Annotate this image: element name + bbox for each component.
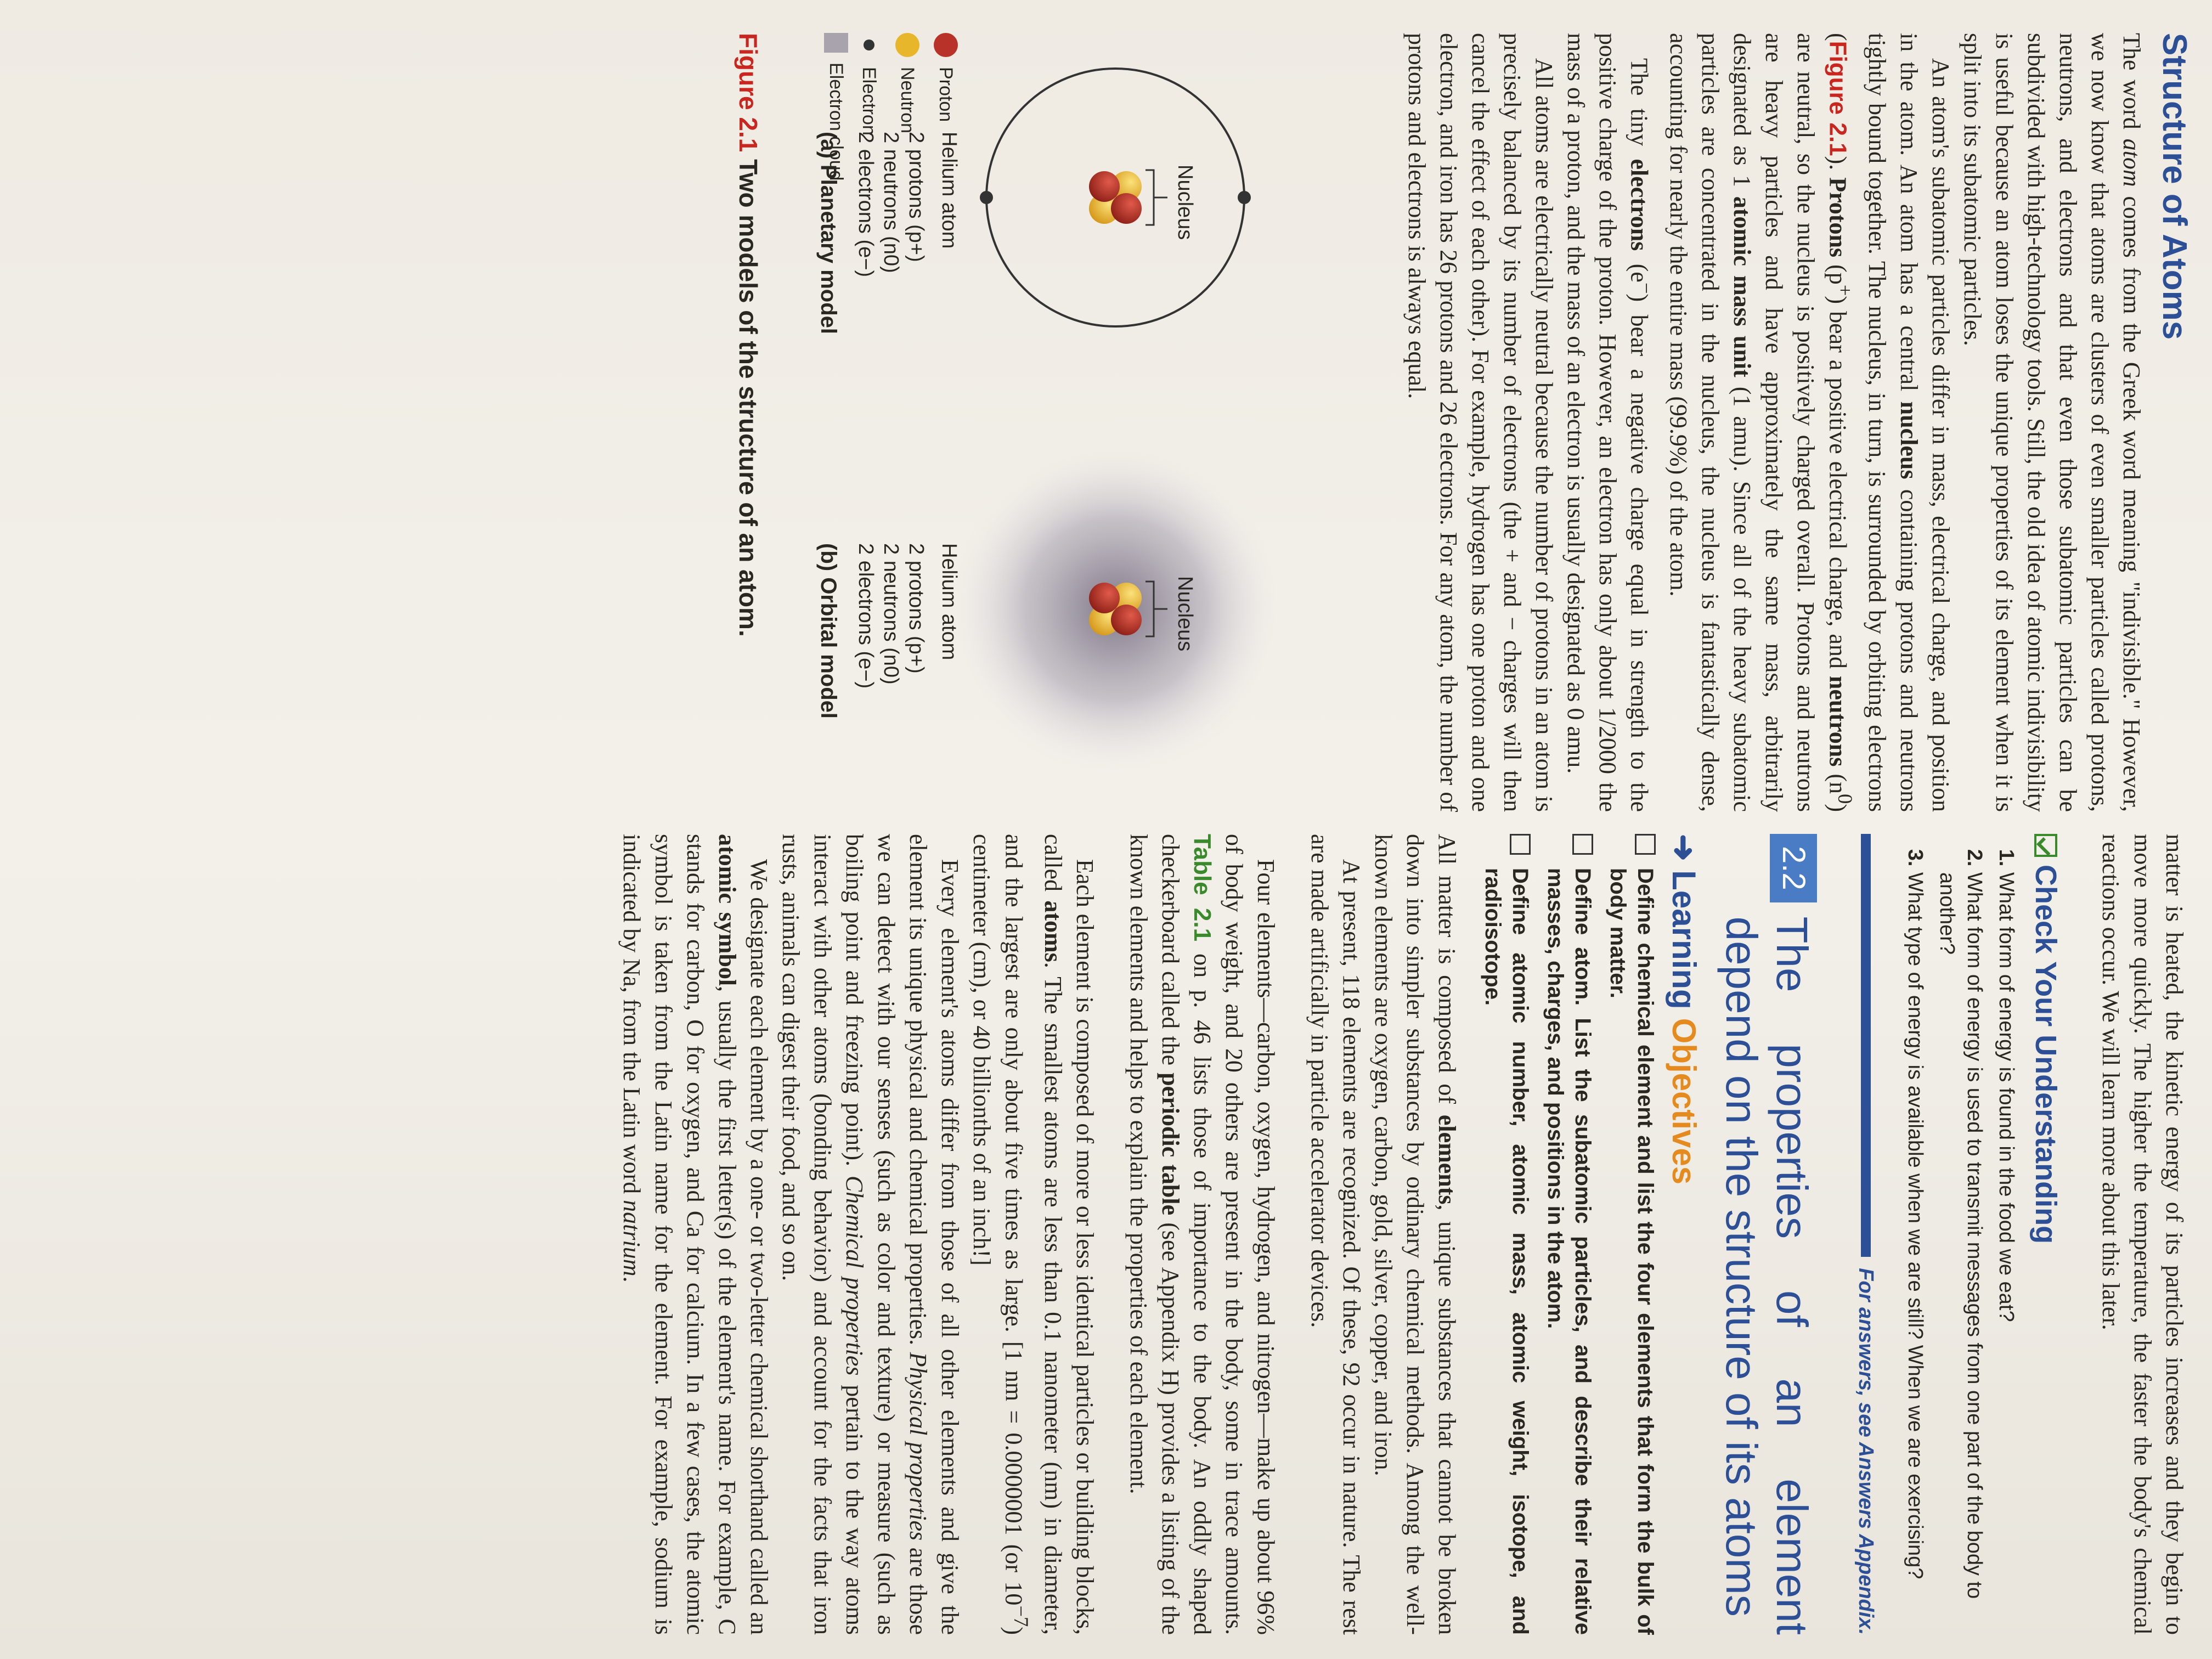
atom-name: Helium atom (937, 543, 961, 661)
nucleus-label: Nucleus (1173, 576, 1197, 652)
question-item: 1. What form of energy is found in the food we eat? (1993, 872, 2020, 1635)
legend-proton: Proton (930, 33, 962, 122)
body-paragraph: The word atom comes from the Greek word meaning "indivisible." However, we now know that atoms are clusters of even smaller particles called protons, neutrons, and electrons and that even those subatomic particles can be subdivided with high-technology tools. Still, the old idea of atomic indivisibility is useful because an atom loses the unique properties of its element when it is split into its subatomic particles. (1959, 33, 2145, 812)
objective-item (1604, 834, 1659, 1635)
proton-particle (1089, 171, 1120, 202)
objective-text: Define chemical element and list the four elements that form the bulk of body matter. (1606, 868, 1657, 1635)
section-heading (1716, 834, 1817, 1635)
particle-count-list: 2 protons (p+) 2 neutrons (n0) 2 electrons (e−) (854, 543, 928, 689)
intro-paragraph: matter is heated, the kinetic energy of its particles increases and they begin to move more quickly. The higher the temperature, the faster the body's chemical reactions occur. We will learn more about this later. (2097, 834, 2188, 1635)
electron-cloud (951, 444, 1280, 774)
proton-particle (1089, 583, 1120, 613)
section-title: The properties of an element depend on the structure of its atoms (1717, 916, 1816, 1635)
table-reference: Table 2.1 (1189, 834, 1216, 942)
electron-swatch (864, 40, 874, 50)
body-paragraph: Four elements—carbon, oxygen, hydrogen, and nitrogen—make up about 96% of body weight, and 20 others are present in the body, some in trace amounts. Table 2.1 on p. 46 lists those of importance to the body. An oddly shaped checkerboard called the periodic table (see Appendix H) provides a listing of the known elements and helps to explain the properties of each element. (1125, 834, 1279, 1635)
left-column (616, 834, 2190, 1635)
body-paragraph: All matter is composed of elements, unique substances that cannot be broken down into simpler substances by ordinary chemical methods. Among the well-known elements are oxygen, carbon, gold, silver, copper, and iron. (1370, 834, 1460, 1635)
question-item: 2. What form of energy is used to transmit messages from one part of the body to another? (1933, 872, 1988, 1635)
checkbox-icon (2034, 834, 2057, 857)
checkbox-icon (1510, 834, 1531, 855)
nucleus-bracket (1146, 170, 1167, 225)
figure-reference: Figure 2.1 (1824, 41, 1852, 156)
orbital-model (951, 444, 1280, 774)
cloud-swatch (824, 33, 848, 53)
proton-particle (1111, 193, 1142, 224)
nucleus-label: Nucleus (1173, 165, 1197, 240)
particle-count-list: 2 protons (p+) 2 neutrons (n0) 2 electrons (e−) (854, 132, 928, 278)
check-understanding-label: Check Your Understanding (2029, 865, 2062, 1244)
learning-word: Learning (1666, 870, 1702, 1009)
objective-item (1479, 834, 1534, 1635)
body-paragraph: At present, 118 elements are recognized. Of these, 92 occur in nature. The rest are made artificially in particle accelerator devices. (1306, 834, 1365, 1635)
check-understanding-title (2030, 834, 2062, 1635)
legend-electron: Electron (853, 33, 885, 136)
electron-particle (980, 191, 993, 204)
legend-neutron: Neutron (891, 33, 923, 133)
checkbox-icon (1635, 834, 1656, 855)
answers-note: For answers, see Answers Appendix. (1854, 1268, 1877, 1635)
question-item: 3. What type of energy is available when we are still? When we are exercising? (1901, 872, 1929, 1635)
body-paragraph: An atom's subatomic particles differ in mass, electrical charge, and position in the atom. An atom has a central nucleus containing protons and neutrons tightly bound together. The nucleus, in turn, is surrounded by orbiting electrons (Figure 2.1). Protons (p+) bear a positive electrical charge, and neutrons $(n^0)$ are neutral, so the nucleus is positively charged overall. Protons and neutrons are heavy particles and have approximately the same mass, arbitrarily designated as 1 atomic mass unit (1 amu). Since all of the heavy subatomic particles are concentrated in the nucleus, the nucleus is fantastically dense, accounting for nearly the entire mass (99.9%) of the atom. (1665, 33, 1954, 812)
planetary-model-label: (a) Planetary model (816, 132, 840, 335)
proton-swatch (934, 33, 958, 57)
electron-orbit (986, 69, 1244, 326)
body-paragraph: All atoms are electrically neutral because the number of protons in an atom is precisely balanced by its number of electrons (the + and − charges will then cancel the effect of each other). For example, hydrogen has one proton and one electron, and iron has 26 protons and 26 electrons. For any atom, the number of protons and electrons is always equal. (1403, 33, 1558, 812)
objectives-word: Objectives (1666, 1018, 1702, 1185)
section-number: 2.2 (1770, 834, 1817, 902)
checkbox-icon (1572, 834, 1593, 855)
body-paragraph: The tiny electrons (e−) bear a negative charge equal in strength to the positive charge of the proton. However, an electron has only about 1/2000 the mass of a proton, and the mass of an electron is usually designated as 0 amu. (1562, 33, 1658, 812)
right-column (731, 33, 2193, 812)
electron-particle (1238, 191, 1251, 204)
proton-particle (1111, 605, 1142, 635)
body-paragraph: Each element is composed of more or less identical particles or building blocks, called atoms. The smallest atoms are less than 0.1 nanometer (nm) in diameter, and the largest are only about five times as large. [1 nm = 0.0000001 (or $10^{-7}$) centimeter (cm), or 40 billionths of an inch!] (968, 834, 1098, 1635)
answers-note-bar (1850, 834, 1882, 1635)
atom-name: Helium atom (937, 132, 961, 249)
structure-title: Structure of Atoms (2155, 33, 2193, 340)
question-list (1901, 834, 2020, 1635)
objective-text: Define atomic number, atomic mass, atomic weight, isotope, and radioisotope. (1481, 868, 1532, 1635)
legend-cloud: Electron cloud (820, 33, 852, 180)
objective-text: Define atom. List the subatomic particles, and describe their relative masses, charges, and positions in the atom. (1543, 868, 1595, 1635)
objective-item (1542, 834, 1596, 1635)
figure-caption: Figure 2.1 Two models of the structure of an atom. (733, 33, 763, 637)
body-paragraph: We designate each element by a one- or two-letter chemical shorthand called an atomic symbol, usually the first letter(s) of the element's name. For example, C stands for carbon, O for oxygen, and Ca for calcium. In a few cases, the atomic symbol is taken from the Latin name for the element. For example, sodium is indicated by Na, from the Latin word natrium. (618, 834, 773, 1635)
learning-objectives-title (1668, 834, 1700, 1635)
body-paragraph: Every element's atoms differ from those of all other elements and give the element its unique physical and chemical properties. Physical properties are those we can detect with our senses (such as color and texture) or measure (such as boiling point and freezing point). Chemical properties pertain to the way atoms interact with other atoms (bonding behavior) and account for the facts that iron rusts, animals can digest their food, and so on. (777, 834, 964, 1635)
arrow-icon: ➜ (1666, 834, 1702, 862)
orbital-model-label: (b) Orbital model (816, 543, 840, 719)
planetary-model (980, 69, 1251, 326)
answers-divider (1861, 834, 1871, 1257)
neutron-swatch (895, 33, 919, 57)
figure-2-1 (731, 33, 1335, 812)
